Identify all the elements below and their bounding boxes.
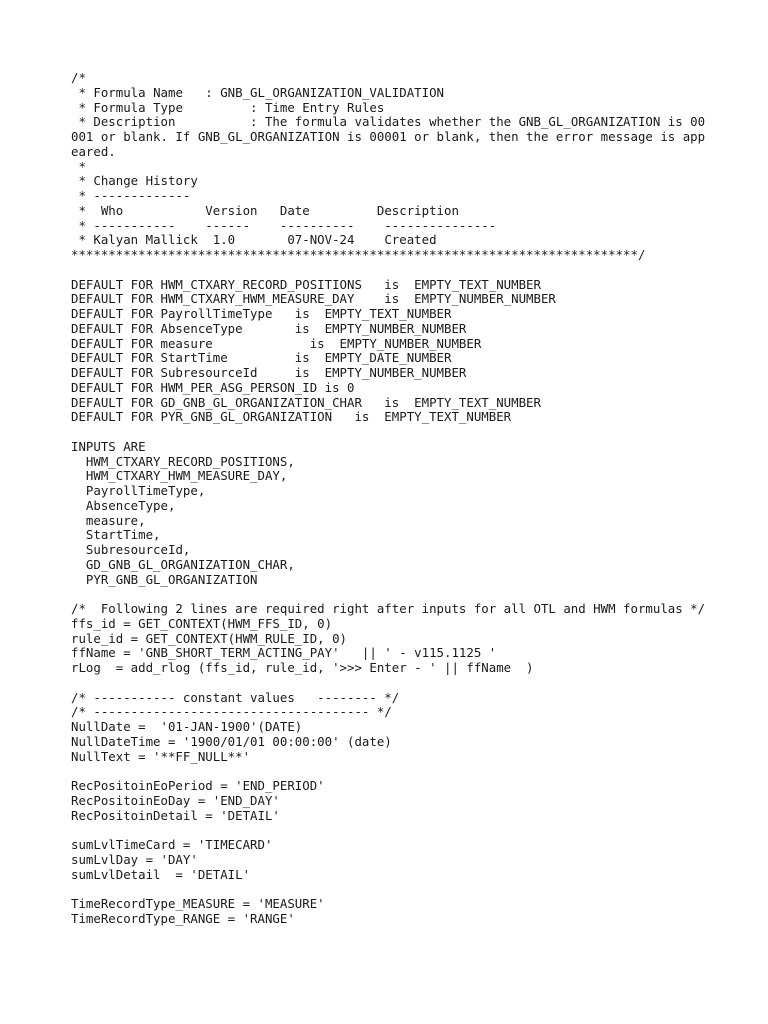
code-line: TimeRecordType_RANGE = 'RANGE' bbox=[71, 910, 295, 926]
code-line: * Formula Name : GNB_GL_ORGANIZATION_VALIDATION bbox=[71, 84, 444, 100]
code-line bbox=[71, 823, 711, 838]
code-line: TimeRecordType_MEASURE = 'MEASURE' bbox=[71, 896, 325, 911]
code-line: HWM_CTXARY_HWM_MEASURE_DAY, bbox=[71, 468, 288, 484]
code-line bbox=[71, 425, 711, 440]
code-line: * Description : The formula validates whether the GNB_GL_ORGANIZATION is 00001 or blank. If GNB_GL_ORGANIZATION is 00001 or blank, then the error message is appeared. bbox=[71, 114, 706, 159]
code-line: ffName = 'GNB_SHORT_TERM_ACTING_PAY' || ' - v115.1125 ' bbox=[71, 645, 497, 661]
code-line: RecPositoinDetail = 'DETAIL' bbox=[71, 807, 280, 823]
code-line: /* bbox=[71, 70, 86, 85]
code-line: RecPositoinEoPeriod = 'END_PERIOD' bbox=[71, 778, 325, 793]
code-line: PayrollTimeType, bbox=[71, 483, 206, 498]
code-line: sumLvlTimeCard = 'TIMECARD' bbox=[71, 837, 273, 852]
code-line: * Change History bbox=[71, 173, 198, 189]
code-line bbox=[71, 882, 711, 897]
code-line: /* ------------------------------------- */ bbox=[71, 704, 392, 720]
code-line bbox=[71, 764, 711, 779]
code-line: NullDate = '01-JAN-1900'(DATE) bbox=[71, 719, 303, 734]
code-line: HWM_CTXARY_RECORD_POSITIONS, bbox=[71, 453, 295, 469]
code-line bbox=[71, 263, 711, 278]
code-line: GD_GNB_GL_ORGANIZATION_CHAR, bbox=[71, 556, 295, 572]
code-line: RecPositoinEoDay = 'END_DAY' bbox=[71, 792, 280, 808]
code-line: * Who Version Date Description bbox=[71, 202, 459, 218]
code-line: sumLvlDetail = 'DETAIL' bbox=[71, 866, 251, 882]
code-line: /* ----------- constant values -------- */ bbox=[71, 689, 400, 705]
code-line bbox=[71, 676, 711, 691]
code-line: DEFAULT FOR SubresourceId is EMPTY_NUMBER_NUMBER bbox=[71, 365, 467, 380]
code-line: DEFAULT FOR PayrollTimeType is EMPTY_TEXT_NUMBER bbox=[71, 306, 452, 321]
code-line: * ------------- bbox=[71, 188, 191, 203]
code-line: DEFAULT FOR HWM_PER_ASG_PERSON_ID is 0 bbox=[71, 379, 355, 395]
code-line: DEFAULT FOR measure is EMPTY_NUMBER_NUMBER bbox=[71, 335, 482, 351]
code-line: INPUTS ARE bbox=[71, 438, 146, 454]
code-listing bbox=[71, 71, 711, 927]
code-line: DEFAULT FOR AbsenceType is EMPTY_NUMBER_NUMBER bbox=[71, 320, 467, 336]
code-line: NullText = '**FF_NULL**' bbox=[71, 748, 251, 764]
code-line: * Kalyan Mallick 1.0 07-NOV-24 Created bbox=[71, 232, 437, 248]
code-line: rLog = add_rlog (ffs_id, rule_id, '>>> Enter - ' || ffName ) bbox=[71, 660, 534, 675]
code-line: /* Following 2 lines are required right after inputs for all OTL and HWM formulas */ bbox=[71, 601, 706, 616]
code-line: * ----------- ------ ---------- --------------- bbox=[71, 217, 497, 233]
code-line: DEFAULT FOR HWM_CTXARY_HWM_MEASURE_DAY is EMPTY_NUMBER_NUMBER bbox=[71, 291, 556, 307]
code-line: * Formula Type : Time Entry Rules bbox=[71, 99, 385, 115]
code-line: rule_id = GET_CONTEXT(HWM_RULE_ID, 0) bbox=[71, 630, 348, 646]
code-line: PYR_GNB_GL_ORGANIZATION bbox=[71, 571, 258, 587]
code-line: * bbox=[71, 158, 86, 174]
code-line: NullDateTime = '1900/01/01 00:00:00' (date) bbox=[71, 733, 392, 749]
code-line: sumLvlDay = 'DAY' bbox=[71, 851, 198, 867]
code-line: DEFAULT FOR HWM_CTXARY_RECORD_POSITIONS is EMPTY_TEXT_NUMBER bbox=[71, 276, 541, 292]
code-line: ffs_id = GET_CONTEXT(HWM_FFS_ID, 0) bbox=[71, 615, 333, 631]
code-line: measure, bbox=[71, 512, 146, 528]
code-line: DEFAULT FOR GD_GNB_GL_ORGANIZATION_CHAR is EMPTY_TEXT_NUMBER bbox=[71, 394, 541, 410]
code-line: SubresourceId, bbox=[71, 542, 191, 557]
code-line: StartTime, bbox=[71, 527, 161, 543]
code-line: AbsenceType, bbox=[71, 497, 176, 513]
code-line: DEFAULT FOR StartTime is EMPTY_DATE_NUMBER bbox=[71, 350, 452, 366]
code-line: ****************************************************************************/ bbox=[71, 247, 646, 262]
code-line bbox=[71, 587, 711, 602]
code-line: DEFAULT FOR PYR_GNB_GL_ORGANIZATION is EMPTY_TEXT_NUMBER bbox=[71, 409, 512, 425]
